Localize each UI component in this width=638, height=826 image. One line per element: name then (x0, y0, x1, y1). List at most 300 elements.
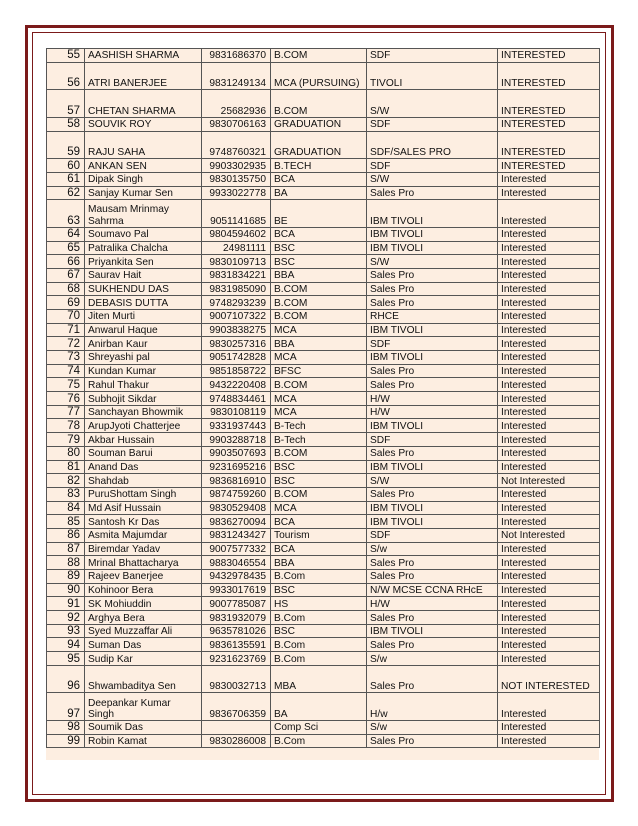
qualification-cell: B.COM (271, 378, 367, 392)
status-cell: Interested (498, 268, 600, 282)
serial-number-cell: 64 (47, 227, 85, 241)
phone-cell: 9836135591 (202, 638, 271, 652)
qualification-cell: Comp Sci (271, 721, 367, 735)
qualification-cell: B-Tech (271, 433, 367, 447)
serial-number-cell: 61 (47, 172, 85, 186)
table-row (47, 90, 600, 118)
name-cell: Soumavo Pal (85, 227, 202, 241)
status-cell: Interested (498, 337, 600, 351)
serial-number-cell: 86 (47, 528, 85, 542)
status-cell: Not Interested (498, 474, 600, 488)
qualification-cell: HS (271, 597, 367, 611)
table-row (47, 227, 600, 241)
course-cell: IBM TIVOLI (367, 460, 498, 474)
phone-cell: 9231623769 (202, 652, 271, 666)
phone-cell (202, 721, 271, 735)
status-cell: Interested (498, 351, 600, 365)
table-row (47, 460, 600, 474)
serial-number-cell: 72 (47, 337, 85, 351)
serial-number-cell: 97 (47, 693, 85, 721)
qualification-cell: B.COM (271, 49, 367, 63)
course-cell: Sales Pro (367, 186, 498, 200)
qualification-cell: BA (271, 693, 367, 721)
phone-cell: 9748293239 (202, 296, 271, 310)
status-cell: Interested (498, 255, 600, 269)
course-cell: SDF (367, 49, 498, 63)
course-cell: N/W MCSE CCNA RHcE (367, 583, 498, 597)
serial-number-cell: 95 (47, 652, 85, 666)
name-cell: Kohinoor Bera (85, 583, 202, 597)
status-cell: Interested (498, 693, 600, 721)
phone-cell: 9830286008 (202, 734, 271, 748)
status-cell: INTERESTED (498, 62, 600, 90)
table-row (47, 337, 600, 351)
course-cell: SDF (367, 337, 498, 351)
phone-cell: 9836270094 (202, 515, 271, 529)
course-cell: Sales Pro (367, 446, 498, 460)
qualification-cell: B.COM (271, 446, 367, 460)
table-row (47, 186, 600, 200)
phone-cell: 9748834461 (202, 392, 271, 406)
status-cell: Interested (498, 200, 600, 228)
course-cell: S/w (367, 721, 498, 735)
table-row (47, 268, 600, 282)
name-cell: SUKHENDU DAS (85, 282, 202, 296)
serial-number-cell: 73 (47, 351, 85, 365)
qualification-cell: BSC (271, 460, 367, 474)
status-cell: Interested (498, 172, 600, 186)
course-cell: Sales Pro (367, 282, 498, 296)
qualification-cell: MCA (PURSUING) (271, 62, 367, 90)
status-cell: Interested (498, 611, 600, 625)
table-row (47, 556, 600, 570)
serial-number-cell: 92 (47, 611, 85, 625)
name-cell: DEBASIS DUTTA (85, 296, 202, 310)
status-cell: Interested (498, 487, 600, 501)
course-cell: Sales Pro (367, 487, 498, 501)
name-cell: Sudip Kar (85, 652, 202, 666)
name-cell: Asmita Majumdar (85, 528, 202, 542)
qualification-cell: BCA (271, 227, 367, 241)
qualification-cell: B.Com (271, 734, 367, 748)
course-cell: IBM TIVOLI (367, 227, 498, 241)
table-row (47, 528, 600, 542)
status-cell: NOT INTERESTED (498, 665, 600, 693)
serial-number-cell: 80 (47, 446, 85, 460)
phone-cell: 25682936 (202, 90, 271, 118)
table-row (47, 474, 600, 488)
table-row (47, 446, 600, 460)
qualification-cell: BCA (271, 542, 367, 556)
status-cell: Interested (498, 501, 600, 515)
course-cell: Sales Pro (367, 665, 498, 693)
status-cell: INTERESTED (498, 90, 600, 118)
course-cell: Sales Pro (367, 364, 498, 378)
serial-number-cell: 77 (47, 405, 85, 419)
phone-cell: 9804594602 (202, 227, 271, 241)
course-cell: S/W (367, 90, 498, 118)
status-cell: Interested (498, 556, 600, 570)
phone-cell: 9051141685 (202, 200, 271, 228)
name-cell: Akbar Hussain (85, 433, 202, 447)
name-cell: Jiten Murti (85, 309, 202, 323)
phone-cell: 9007107322 (202, 309, 271, 323)
name-cell: Sanjay Kumar Sen (85, 186, 202, 200)
phone-cell: 9831932079 (202, 611, 271, 625)
phone-cell: 9851858722 (202, 364, 271, 378)
phone-cell: 9831686370 (202, 49, 271, 63)
serial-number-cell: 57 (47, 90, 85, 118)
qualification-cell: BBA (271, 337, 367, 351)
status-cell: Interested (498, 652, 600, 666)
table-row (47, 419, 600, 433)
serial-number-cell: 81 (47, 460, 85, 474)
status-cell: Interested (498, 515, 600, 529)
status-cell: INTERESTED (498, 49, 600, 63)
qualification-cell: BBA (271, 268, 367, 282)
qualification-cell: BA (271, 186, 367, 200)
status-cell: Interested (498, 227, 600, 241)
qualification-cell: MCA (271, 392, 367, 406)
course-cell: SDF/SALES PRO (367, 131, 498, 159)
name-cell: Patralika Chalcha (85, 241, 202, 255)
serial-number-cell: 84 (47, 501, 85, 515)
serial-number-cell: 58 (47, 117, 85, 131)
status-cell: Interested (498, 542, 600, 556)
serial-number-cell: 67 (47, 268, 85, 282)
qualification-cell: BE (271, 200, 367, 228)
serial-number-cell: 65 (47, 241, 85, 255)
phone-cell: 9635781026 (202, 624, 271, 638)
course-cell: S/W (367, 172, 498, 186)
name-cell: Deepankar Kumar Singh (85, 693, 202, 721)
status-cell: Interested (498, 597, 600, 611)
table-row (47, 515, 600, 529)
qualification-cell: B.TECH (271, 159, 367, 173)
serial-number-cell: 94 (47, 638, 85, 652)
table-row (47, 378, 600, 392)
serial-number-cell: 71 (47, 323, 85, 337)
qualification-cell: B.COM (271, 296, 367, 310)
phone-cell: 9831834221 (202, 268, 271, 282)
student-table (46, 48, 600, 748)
name-cell: ArupJyoti Chatterjee (85, 419, 202, 433)
table-row (47, 117, 600, 131)
status-cell: Interested (498, 460, 600, 474)
serial-number-cell: 96 (47, 665, 85, 693)
status-cell: Interested (498, 638, 600, 652)
serial-number-cell: 76 (47, 392, 85, 406)
status-cell: Interested (498, 433, 600, 447)
table-row (47, 200, 600, 228)
serial-number-cell: 90 (47, 583, 85, 597)
table-row (47, 241, 600, 255)
name-cell: SOUVIK ROY (85, 117, 202, 131)
qualification-cell: GRADUATION (271, 131, 367, 159)
qualification-cell: BFSC (271, 364, 367, 378)
qualification-cell: BSC (271, 583, 367, 597)
table-row (47, 611, 600, 625)
phone-cell: 9831243427 (202, 528, 271, 542)
status-cell: Interested (498, 721, 600, 735)
table-row (47, 638, 600, 652)
phone-cell: 9432220408 (202, 378, 271, 392)
phone-cell: 9831249134 (202, 62, 271, 90)
course-cell: S/w (367, 652, 498, 666)
table-row (47, 405, 600, 419)
phone-cell: 9933017619 (202, 583, 271, 597)
name-cell: Anwarul Haque (85, 323, 202, 337)
table-row (47, 501, 600, 515)
course-cell: SDF (367, 159, 498, 173)
name-cell: Suman Das (85, 638, 202, 652)
qualification-cell: GRADUATION (271, 117, 367, 131)
serial-number-cell: 85 (47, 515, 85, 529)
serial-number-cell: 70 (47, 309, 85, 323)
course-cell: Sales Pro (367, 268, 498, 282)
phone-cell: 9903507693 (202, 446, 271, 460)
course-cell: IBM TIVOLI (367, 351, 498, 365)
phone-cell: 24981111 (202, 241, 271, 255)
serial-number-cell: 56 (47, 62, 85, 90)
phone-cell: 9874759260 (202, 487, 271, 501)
phone-cell: 9331937443 (202, 419, 271, 433)
serial-number-cell: 91 (47, 597, 85, 611)
name-cell: AASHISH SHARMA (85, 49, 202, 63)
course-cell: S/W (367, 255, 498, 269)
phone-cell: 9830706163 (202, 117, 271, 131)
qualification-cell: B.Com (271, 611, 367, 625)
name-cell: Subhojit Sikdar (85, 392, 202, 406)
course-cell: SDF (367, 528, 498, 542)
qualification-cell: MCA (271, 501, 367, 515)
phone-cell: 9007785087 (202, 597, 271, 611)
course-cell: S/W (367, 474, 498, 488)
name-cell: Mausam Mrinmay Sahrma (85, 200, 202, 228)
course-cell: RHCE (367, 309, 498, 323)
serial-number-cell: 60 (47, 159, 85, 173)
name-cell: RAJU SAHA (85, 131, 202, 159)
course-cell: Sales Pro (367, 378, 498, 392)
name-cell: ATRI BANERJEE (85, 62, 202, 90)
name-cell: PuruShottam Singh (85, 487, 202, 501)
qualification-cell: MCA (271, 323, 367, 337)
table-row (47, 734, 600, 748)
qualification-cell: B-Tech (271, 419, 367, 433)
serial-number-cell: 62 (47, 186, 85, 200)
course-cell: Sales Pro (367, 570, 498, 584)
table-row (47, 364, 600, 378)
name-cell: Shwambaditya Sen (85, 665, 202, 693)
status-cell: INTERESTED (498, 159, 600, 173)
table-row (47, 172, 600, 186)
course-cell: Sales Pro (367, 611, 498, 625)
status-cell: INTERESTED (498, 117, 600, 131)
status-cell: Interested (498, 734, 600, 748)
name-cell: Priyankita Sen (85, 255, 202, 269)
status-cell: Not Interested (498, 528, 600, 542)
table-row (47, 159, 600, 173)
course-cell: Sales Pro (367, 734, 498, 748)
table-row (47, 624, 600, 638)
phone-cell: 9830108119 (202, 405, 271, 419)
phone-cell: 9883046554 (202, 556, 271, 570)
phone-cell: 9836706359 (202, 693, 271, 721)
course-cell: Sales Pro (367, 556, 498, 570)
name-cell: Anirban Kaur (85, 337, 202, 351)
table-row (47, 392, 600, 406)
course-cell: IBM TIVOLI (367, 323, 498, 337)
table-row (47, 583, 600, 597)
name-cell: Kundan Kumar (85, 364, 202, 378)
phone-cell: 9051742828 (202, 351, 271, 365)
qualification-cell: B.COM (271, 282, 367, 296)
serial-number-cell: 82 (47, 474, 85, 488)
phone-cell: 9831985090 (202, 282, 271, 296)
name-cell: Souman Barui (85, 446, 202, 460)
course-cell: TIVOLI (367, 62, 498, 90)
qualification-cell: BCA (271, 172, 367, 186)
name-cell: Md Asif Hussain (85, 501, 202, 515)
status-cell: Interested (498, 309, 600, 323)
phone-cell: 9007577332 (202, 542, 271, 556)
status-cell: Interested (498, 583, 600, 597)
qualification-cell: MCA (271, 405, 367, 419)
table-row (47, 62, 600, 90)
course-cell: H/w (367, 693, 498, 721)
phone-cell: 9903838275 (202, 323, 271, 337)
table-row (47, 131, 600, 159)
qualification-cell: BSC (271, 255, 367, 269)
table-row (47, 433, 600, 447)
course-cell: IBM TIVOLI (367, 419, 498, 433)
phone-cell: 9836816910 (202, 474, 271, 488)
status-cell: Interested (498, 446, 600, 460)
status-cell: INTERESTED (498, 131, 600, 159)
serial-number-cell: 74 (47, 364, 85, 378)
serial-number-cell: 83 (47, 487, 85, 501)
qualification-cell: B.Com (271, 570, 367, 584)
table-row (47, 323, 600, 337)
table-row (47, 665, 600, 693)
name-cell: CHETAN SHARMA (85, 90, 202, 118)
course-cell: IBM TIVOLI (367, 515, 498, 529)
phone-cell: 9903302935 (202, 159, 271, 173)
status-cell: Interested (498, 419, 600, 433)
phone-cell: 9231695216 (202, 460, 271, 474)
course-cell: Sales Pro (367, 296, 498, 310)
phone-cell: 9748760321 (202, 131, 271, 159)
table-row (47, 542, 600, 556)
course-cell: IBM TIVOLI (367, 241, 498, 255)
phone-cell: 9432978435 (202, 570, 271, 584)
qualification-cell: B.Com (271, 652, 367, 666)
serial-number-cell: 79 (47, 433, 85, 447)
status-cell: Interested (498, 364, 600, 378)
serial-number-cell: 98 (47, 721, 85, 735)
course-cell: Sales Pro (367, 638, 498, 652)
table-row (47, 49, 600, 63)
phone-cell: 9830529408 (202, 501, 271, 515)
status-cell: Interested (498, 186, 600, 200)
status-cell: Interested (498, 570, 600, 584)
table-row (47, 693, 600, 721)
course-cell: IBM TIVOLI (367, 501, 498, 515)
table-row (47, 570, 600, 584)
status-cell: Interested (498, 405, 600, 419)
status-cell: Interested (498, 296, 600, 310)
name-cell: Syed Muzzaffar Ali (85, 624, 202, 638)
course-cell: S/w (367, 542, 498, 556)
name-cell: Shahdab (85, 474, 202, 488)
course-cell: SDF (367, 433, 498, 447)
phone-cell: 9830257316 (202, 337, 271, 351)
course-cell: H/W (367, 405, 498, 419)
status-cell: Interested (498, 378, 600, 392)
serial-number-cell: 78 (47, 419, 85, 433)
name-cell: Rahul Thakur (85, 378, 202, 392)
phone-cell: 9830109713 (202, 255, 271, 269)
phone-cell: 9830135750 (202, 172, 271, 186)
name-cell: Robin Kamat (85, 734, 202, 748)
table-row (47, 487, 600, 501)
serial-number-cell: 87 (47, 542, 85, 556)
name-cell: Anand Das (85, 460, 202, 474)
serial-number-cell: 88 (47, 556, 85, 570)
name-cell: Biremdar Yadav (85, 542, 202, 556)
table-row (47, 282, 600, 296)
status-cell: Interested (498, 624, 600, 638)
qualification-cell: BCA (271, 515, 367, 529)
serial-number-cell: 75 (47, 378, 85, 392)
course-cell: H/W (367, 392, 498, 406)
table-row (47, 351, 600, 365)
qualification-cell: BSC (271, 241, 367, 255)
name-cell: Dipak Singh (85, 172, 202, 186)
qualification-cell: MCA (271, 351, 367, 365)
course-cell: H/W (367, 597, 498, 611)
course-cell: IBM TIVOLI (367, 200, 498, 228)
qualification-cell: B.Com (271, 638, 367, 652)
name-cell: Sanchayan Bhowmik (85, 405, 202, 419)
table-row (47, 652, 600, 666)
course-cell: IBM TIVOLI (367, 624, 498, 638)
name-cell: Rajeev Banerjee (85, 570, 202, 584)
phone-cell: 9903288718 (202, 433, 271, 447)
table-row (47, 721, 600, 735)
status-cell: Interested (498, 392, 600, 406)
qualification-cell: BSC (271, 624, 367, 638)
qualification-cell: BBA (271, 556, 367, 570)
table-row (47, 309, 600, 323)
name-cell: Santosh Kr Das (85, 515, 202, 529)
course-cell: SDF (367, 117, 498, 131)
serial-number-cell: 66 (47, 255, 85, 269)
status-cell: Interested (498, 323, 600, 337)
table-body (47, 49, 600, 748)
name-cell: Mrinal Bhattacharya (85, 556, 202, 570)
serial-number-cell: 89 (47, 570, 85, 584)
name-cell: Saurav Hait (85, 268, 202, 282)
table-row (47, 296, 600, 310)
phone-cell: 9933022778 (202, 186, 271, 200)
qualification-cell: B.COM (271, 90, 367, 118)
qualification-cell: BSC (271, 474, 367, 488)
name-cell: Arghya Bera (85, 611, 202, 625)
status-cell: Interested (498, 241, 600, 255)
qualification-cell: B.COM (271, 309, 367, 323)
name-cell: ANKAN SEN (85, 159, 202, 173)
